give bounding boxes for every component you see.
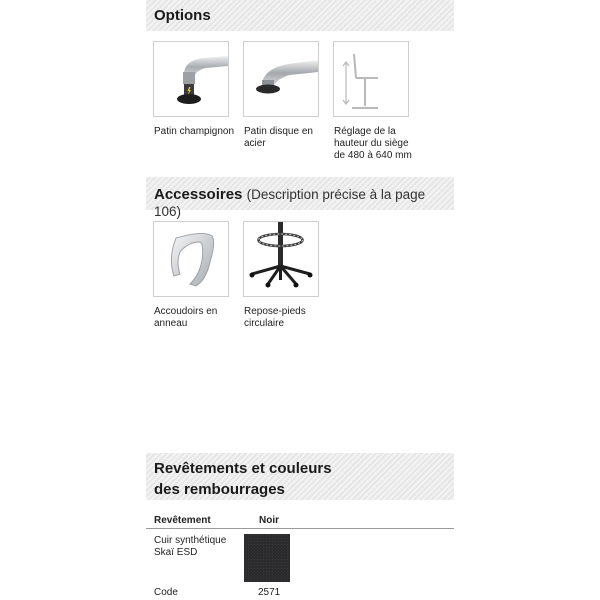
upholstery-header — [146, 453, 454, 500]
column-header-color: Noir — [259, 515, 279, 526]
option-label-steel-disc: Patin disque en acier — [244, 126, 313, 149]
color-swatch-black — [244, 534, 290, 582]
accessory-label-armrest: Accoudoirs en anneau — [154, 306, 218, 329]
ring-armrest-icon — [153, 221, 229, 297]
upholstery-title — [154, 458, 332, 500]
accessories-title-main: Accessoires — [154, 186, 243, 203]
option-label-mushroom: Patin champignon — [154, 126, 235, 137]
material-name: Cuir synthétique Skaï ESD — [154, 535, 227, 558]
options-header — [146, 0, 454, 31]
option-label-seat-height: Réglage de la hauteur du siège de 480 à 640 mm — [334, 126, 412, 161]
steel-disc-glide-icon — [243, 41, 319, 117]
column-header-covering: Revêtement — [154, 515, 211, 526]
seat-height-adjust-icon — [333, 41, 409, 117]
options-title: Options — [154, 7, 211, 24]
glide-mushroom-icon — [153, 41, 229, 117]
upholstery-title-line1: Revêtements et couleurs — [154, 460, 332, 477]
accessory-label-footrest: Repose-pieds circulaire — [244, 306, 306, 329]
upholstery-title-line2: des rembourrages — [154, 481, 285, 498]
code-label: Code — [154, 587, 178, 598]
accessories-subtitle: (Description précise à la page 106) — [154, 187, 426, 219]
code-value: 2571 — [258, 587, 281, 598]
table-header-rule — [146, 528, 454, 529]
accessories-header — [146, 177, 454, 219]
circular-footrest-icon — [243, 221, 319, 297]
accessories-title — [154, 186, 454, 220]
